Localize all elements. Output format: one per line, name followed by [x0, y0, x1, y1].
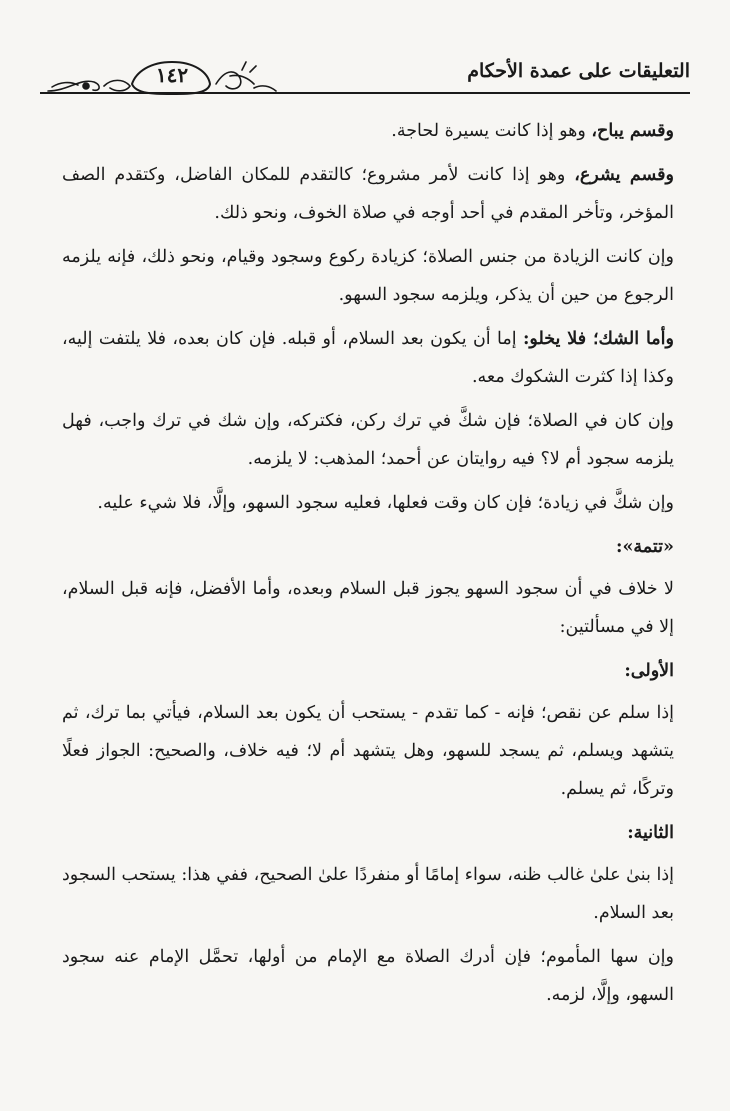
- paragraph-text: وإن كانت الزيادة من جنس الصلاة؛ كزيادة ركوع وسجود وقيام، ونحو ذلك، فإنه يلزمه الرجوع من حين أن يذكر، ويلزمه سجود السهو.: [62, 247, 674, 305]
- tatimma-heading: «تتمة»:: [616, 537, 674, 557]
- paragraph-lead: وقسم يباح،: [591, 121, 674, 141]
- paragraph: [62, 112, 674, 150]
- running-title: التعليقات على عمدة الأحكام: [467, 60, 690, 82]
- first-case-heading: الأولى:: [624, 661, 674, 681]
- paragraph-lead: وقسم يشرع،: [574, 165, 674, 185]
- closing-text: وإن سها المأموم؛ فإن أدرك الصلاة مع الإمام من أولها، تحمَّل الإمام عنه سجود السهو، وإلَّا، لزمه.: [62, 947, 674, 1005]
- paragraph-text: وهو إذا كانت يسيرة لحاجة.: [391, 121, 592, 141]
- paragraph: [62, 938, 674, 1014]
- paragraph: [62, 320, 674, 396]
- paragraph-text: وإن شكَّ في زيادة؛ فإن كان وقت فعلها، فعليه سجود السهو، وإلَّا، فلا شيء عليه.: [97, 493, 674, 513]
- paragraph: [62, 484, 674, 522]
- paragraph: [62, 402, 674, 478]
- paragraph: [62, 856, 674, 932]
- second-case-text: إذا بنىٰ علىٰ غالب ظنه، سواء إمامًا أو منفردًا علىٰ الصحيح، ففي هذا: يستحب السجود بعد السلام.: [62, 865, 674, 923]
- paragraph: [62, 694, 674, 808]
- header-rule: [40, 92, 690, 94]
- paragraph-text: وهو إذا كانت لأمر مشروع؛ كالتقدم للمكان الفاضل، وكتقدم الصف المؤخر، وتأخر المقدم في أحد أوجه في صلاة الخوف، ونحو ذلك.: [62, 165, 674, 223]
- paragraph-text: وإن كان في الصلاة؛ فإن شكَّ في ترك ركن، فكتركه، وإن شك في ترك واجب، فهل يلزمه سجود أم لا؟ فيه روايتان عن أحمد؛ المذهب: لا يلزمه.: [62, 411, 674, 469]
- tatimma-intro: لا خلاف في أن سجود السهو يجوز قبل السلام وبعده، وأما الأفضل، فإنه قبل السلام، إلا في مسألتين:: [62, 579, 675, 637]
- page-body: [62, 112, 674, 1020]
- paragraph-lead: وأما الشك؛ فلا يخلو:: [522, 329, 674, 349]
- paragraph: [62, 156, 674, 232]
- first-case-text: إذا سلم عن نقص؛ فإنه - كما تقدم - يستحب أن يكون بعد السلام، فيأتي بما ترك، ثم يتشهد ويسلم، ثم يسجد للسهو، وهل يتشهد أم لا؛ فيه خلاف، والصحيح: الجواز فعلًا وتركًا، ثم يسلم.: [62, 703, 674, 799]
- page-number: ١٤٢: [155, 63, 189, 87]
- paragraph: [62, 238, 674, 314]
- paragraph: [62, 570, 674, 646]
- second-case-heading: الثانية:: [627, 823, 674, 843]
- running-header: [40, 48, 690, 104]
- paragraph-text: إما أن يكون بعد السلام، أو قبله. فإن كان بعده، فلا يلتفت إليه، وكذا إذا كثرت الشكوك معه.: [62, 329, 674, 387]
